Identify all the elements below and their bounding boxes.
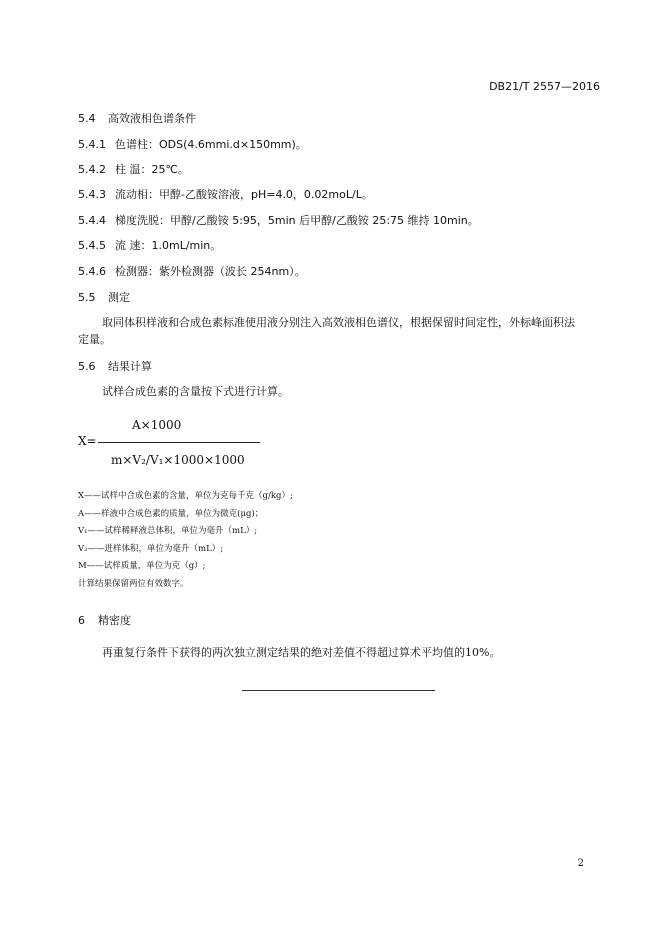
definition-item: 计算结果保留两位有效数字。 <box>78 578 189 589</box>
precision-paragraph: 再重复行条件下获得的两次独立测定结果的绝对差值不得超过算术平均值的10%。 <box>102 646 501 659</box>
section-text: 流动相：甲醇-乙酸铵溶液，pH=4.0，0.02moL/L。 <box>115 188 373 201</box>
section-number: 5.4.6 <box>78 265 106 278</box>
section-5-4-3 <box>78 186 373 202</box>
measure-paragraph-line2: 定量。 <box>78 333 111 346</box>
section-heading-5-5 <box>78 289 130 305</box>
section-heading-5-4 <box>78 110 196 126</box>
formula-denominator: m×V₂/V₁×1000×1000 <box>111 453 245 467</box>
definition-item: V₂——进样体积，单位为毫升（mL）; <box>78 543 224 554</box>
section-5-4-6 <box>78 263 306 279</box>
section-text: 检测器：紫外检测器（波长 254nm）。 <box>115 265 306 278</box>
section-text: 高效液相色谱条件 <box>108 112 196 125</box>
section-5-4-2 <box>78 161 189 177</box>
section-text: 结果计算 <box>108 360 152 373</box>
formula-numerator: A×1000 <box>132 418 182 432</box>
section-heading-5-6 <box>78 358 152 374</box>
standard-number: DB21/T 2557—2016 <box>489 80 600 93</box>
section-text: 流 速：1.0mL/min。 <box>115 239 222 252</box>
section-number: 5.4.4 <box>78 214 106 227</box>
section-text: 色谱柱：ODS(4.6mmi.d×150mm)。 <box>115 138 307 151</box>
definition-item: M——试样质量，单位为克（g）; <box>78 561 206 572</box>
section-text: 柱 温：25℃。 <box>115 163 189 176</box>
fraction-bar <box>98 442 260 443</box>
section-number: 5.5 <box>78 291 96 304</box>
measure-paragraph-line1: 取同体积样液和合成色素标准使用液分别注入高效液相色谱仪，根据保留时间定性，外标峰面积法 <box>102 316 575 329</box>
section-5-4-4 <box>78 212 479 228</box>
section-5-4-5 <box>78 237 221 253</box>
section-heading-6 <box>78 612 131 628</box>
end-rule <box>242 690 435 691</box>
section-number: 5.4.2 <box>78 163 106 176</box>
calc-intro: 试样合成色素的含量按下式进行计算。 <box>102 385 289 398</box>
section-number: 5.4.3 <box>78 188 106 201</box>
section-5-4-1 <box>78 136 307 152</box>
definition-item: X——试样中合成色素的含量，单位为克每千克（g/kg）; <box>78 491 293 501</box>
definition-item: V₁——试样稀释液总体积，单位为毫升（mL）; <box>78 526 258 537</box>
section-number: 6 <box>78 614 85 627</box>
section-number: 5.4.5 <box>78 239 106 252</box>
definition-item: A——样液中合成色素的质量，单位为微克(μg)； <box>78 508 264 519</box>
variable-definitions <box>78 488 293 594</box>
page-number: 2 <box>577 858 584 869</box>
section-text: 测定 <box>108 291 130 304</box>
section-number: 5.4.1 <box>78 138 106 151</box>
section-text: 精密度 <box>98 614 131 627</box>
section-number: 5.4 <box>78 112 96 125</box>
section-text: 梯度洗脱：甲醇/乙酸铵 5:95，5min 后甲醇/乙酸铵 25:75 维持 10min。 <box>115 214 479 227</box>
section-number: 5.6 <box>78 360 96 373</box>
formula-lhs: X= <box>78 434 97 448</box>
